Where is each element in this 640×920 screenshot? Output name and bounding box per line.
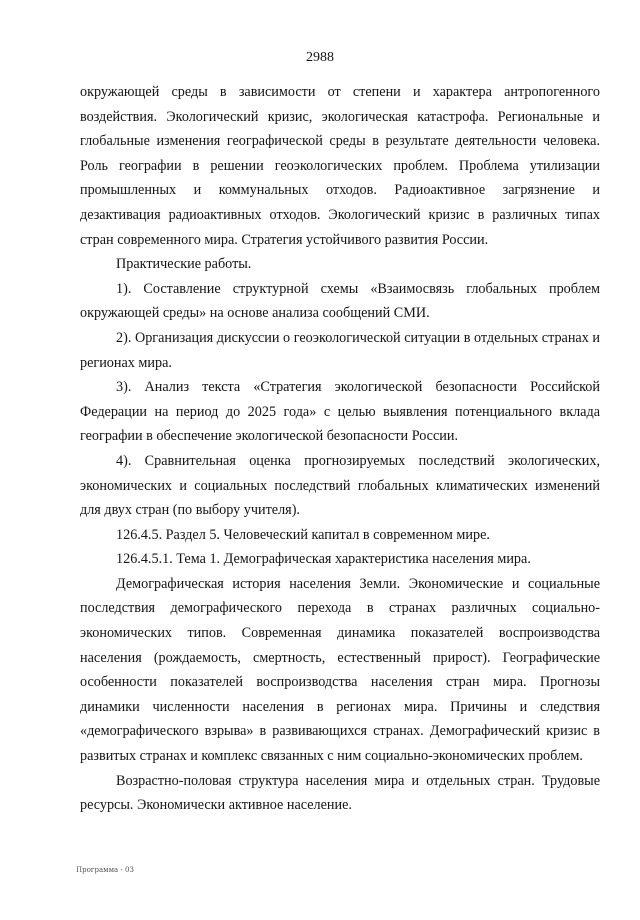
paragraph: Возрастно-половая структура населения мира и отдельных стран. Трудовые ресурсы. Экономически активное население. bbox=[80, 772, 600, 814]
paragraph: окружающей среды в зависимости от степени и характера антропогенного воздействия. Экологический кризис, экологическая катастрофа. Региональные и глобальные изменения географической среды в результате деятельности человека. Роль географии в решении геоэкологических проблем. Проблема утилизации промышленных и коммунальных отходов. Радиоактивное загрязнение и дезактивация радиоактивных отходов. Экологический кризис в различных типах стран современного мира. Стратегия устойчивого развития России. bbox=[80, 84, 600, 248]
paragraph: 126.4.5.1. Тема 1. Демографическая характеристика населения мира. bbox=[116, 551, 531, 568]
paragraph: 2). Организация дискуссии о геоэкологической ситуации в отдельных странах и регионах мира. bbox=[80, 329, 600, 371]
paragraph: 1). Составление структурной схемы «Взаимосвязь глобальных проблем окружающей среды» на основе анализа сообщений СМИ. bbox=[80, 280, 600, 322]
paragraph: 4). Сравнительная оценка прогнозируемых последствий экологических, экономических и социальных последствий глобальных климатических изменений для двух стран (по выбору учителя). bbox=[80, 452, 600, 519]
paragraph: Практические работы. bbox=[116, 256, 252, 273]
paragraph: Демографическая история населения Земли. Экономические и социальные последствия демографического перехода в странах различных социально-экономических типов. Современная динамика показателей воспроизводства населения (рождаемость, смертность, естественный прирост). Географические особенности показателей воспроизводства населения стран мира. Прогнозы динамики численности населения в регионах мира. Причины и следствия «демографического взрыва» в развивающихся странах. Демографический кризис в развитых странах и комплекс связанных с ним социально-экономических проблем. bbox=[80, 575, 600, 765]
page-number: 2988 bbox=[306, 50, 334, 65]
body-text bbox=[80, 80, 600, 818]
page-footer: Программа - 03 bbox=[76, 866, 134, 874]
paragraph: 3). Анализ текста «Стратегия экологической безопасности Российской Федерации на период до 2025 года» с целью выявления потенциального вклада географии в обеспечение экологической безопасности России. bbox=[80, 379, 600, 445]
paragraph: 126.4.5. Раздел 5. Человеческий капитал в современном мире. bbox=[116, 526, 490, 543]
